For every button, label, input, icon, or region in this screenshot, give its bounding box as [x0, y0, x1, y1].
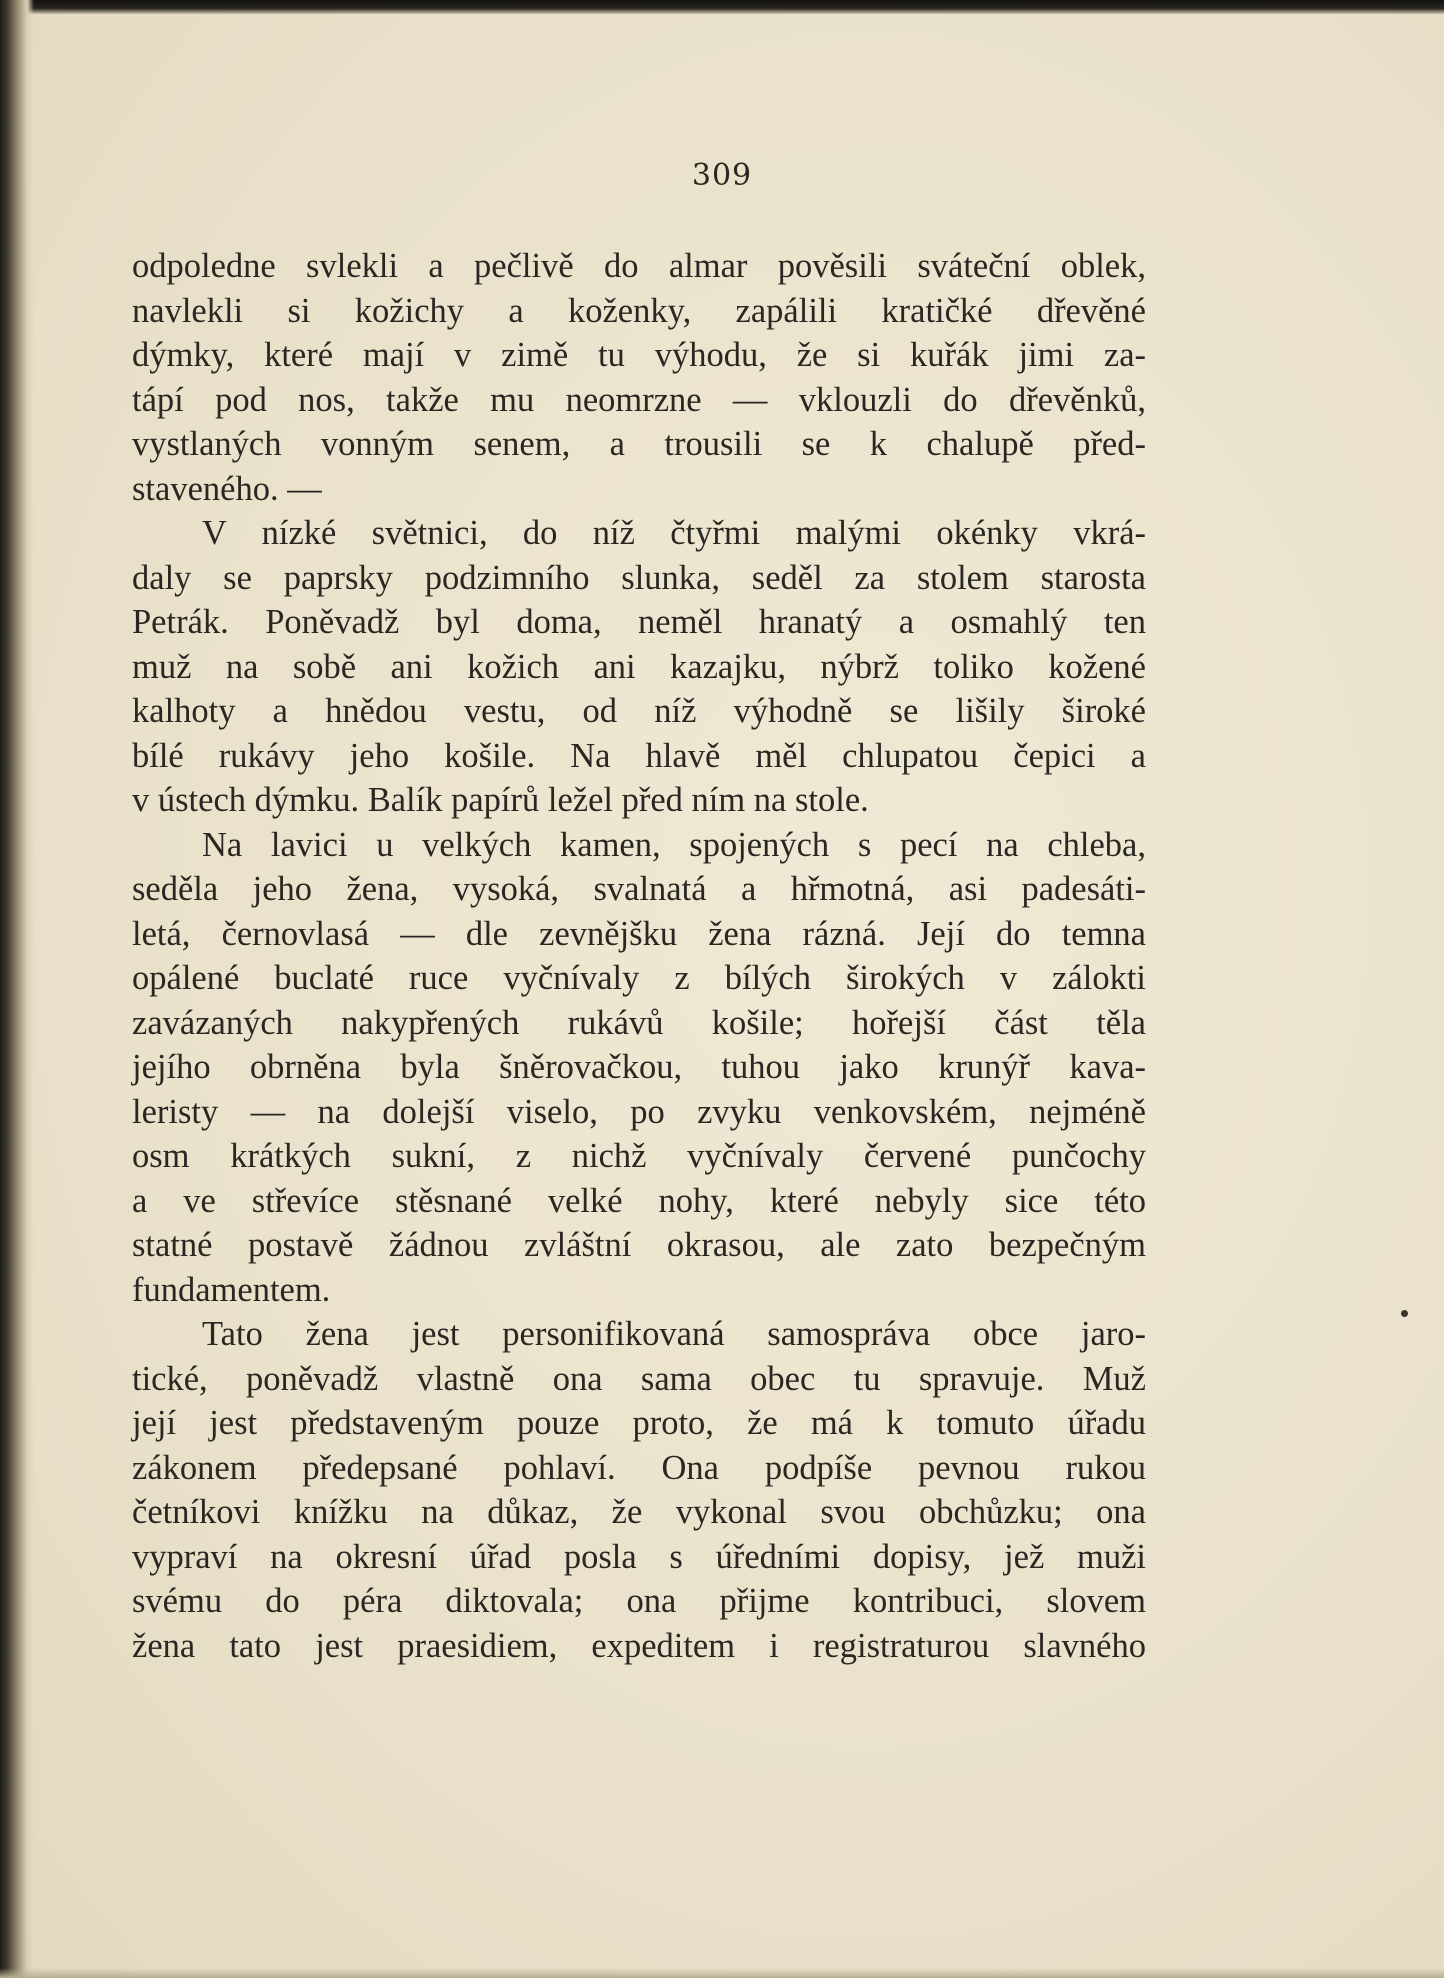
text-line: v ústech dýmku. Balík papírů ležel před ním na stole.	[132, 781, 869, 819]
text-line: tápí pod nos, takže mu neomrzne — vklouzli do dřevěnků,	[132, 380, 1146, 419]
page-bottom-edge	[0, 1968, 1444, 1978]
text-line: Petrák. Poněvadž byl doma, neměl hranatý a osmahlý ten	[132, 603, 1146, 641]
text-line: vypraví na okresní úřad posla s úředními dopisy, jež muži	[132, 1537, 1146, 1576]
text-line: seděla jeho žena, vysoká, svalnatá a hřmotná, asi padesáti-	[132, 870, 1146, 908]
text-line: kalhoty a hnědou vestu, od níž výhodně se lišily široké	[132, 692, 1146, 730]
text-line: opálené buclaté ruce vyčnívaly z bílých širokých v zálokti	[132, 959, 1146, 997]
text-line: zavázaných nakypřených rukávů košile; hořejší část těla	[132, 1003, 1146, 1042]
text-line: navlekli si kožichy a koženky, zapálili kratičké dřevěné	[132, 291, 1146, 330]
text-line: letá, černovlasá — dle zevnějšku žena rázná. Její do temna	[132, 914, 1146, 953]
page-top-edge	[0, 0, 1444, 14]
text-line: vystlaných vonným senem, a trousili se k chalupě před-	[132, 425, 1146, 463]
text-line: jejího obrněna byla šněrovačkou, tuhou jako krunýř kava-	[132, 1048, 1146, 1086]
text-line: leristy — na dolejší viselo, po zvyku venkovském, nejméně	[132, 1092, 1146, 1131]
text-line: bílé rukávy jeho košile. Na hlavě měl chlupatou čepici a	[132, 736, 1146, 775]
text-line: a ve střevíce stěsnané velké nohy, které nebyly sice této	[132, 1181, 1146, 1220]
text-line: osm krátkých sukní, z nichž vyčnívaly červené punčochy	[132, 1137, 1146, 1175]
text-line: statné postavě žádnou zvláštní okrasou, ale zato bezpečným	[132, 1226, 1146, 1264]
ink-speck	[1401, 1310, 1408, 1317]
text-line: muž na sobě ani kožich ani kazajku, nýbrž toliko kožené	[132, 647, 1146, 686]
text-line: dýmky, které mají v zimě tu výhodu, že si kuřák jimi za-	[132, 336, 1146, 374]
text-line: zákonem předepsané pohlaví. Ona podpíše pevnou rukou	[132, 1448, 1146, 1487]
text-line: fundamentem.	[132, 1270, 331, 1309]
text-line: V nízké světnici, do níž čtyřmi malými okénky vkrá-	[202, 514, 1146, 552]
text-line: její jest představeným pouze proto, že má k tomuto úřadu	[132, 1404, 1146, 1442]
text-line: žena tato jest praesidiem, expeditem i registraturou slavného	[132, 1626, 1146, 1665]
text-line: Tato žena jest personifikovaná samospráva obce jaro-	[202, 1315, 1146, 1353]
text-line: svému do péra diktovala; ona přijme kontribuci, slovem	[132, 1582, 1146, 1620]
text-line: staveného. —	[132, 469, 322, 508]
text-line: odpoledne svlekli a pečlivě do almar pověsili sváteční oblek,	[132, 247, 1146, 285]
book-spine-shadow	[0, 0, 34, 1978]
text-line: tické, poněvadž vlastně ona sama obec tu spravuje. Muž	[132, 1359, 1146, 1398]
body-text	[132, 244, 1146, 1668]
text-line: daly se paprsky podzimního slunka, seděl za stolem starosta	[132, 558, 1146, 597]
text-line: četníkovi knížku na důkaz, že vykonal svou obchůzku; ona	[132, 1493, 1146, 1531]
page-number: 309	[691, 158, 753, 193]
text-line: Na lavici u velkých kamen, spojených s pecí na chleba,	[202, 825, 1146, 864]
